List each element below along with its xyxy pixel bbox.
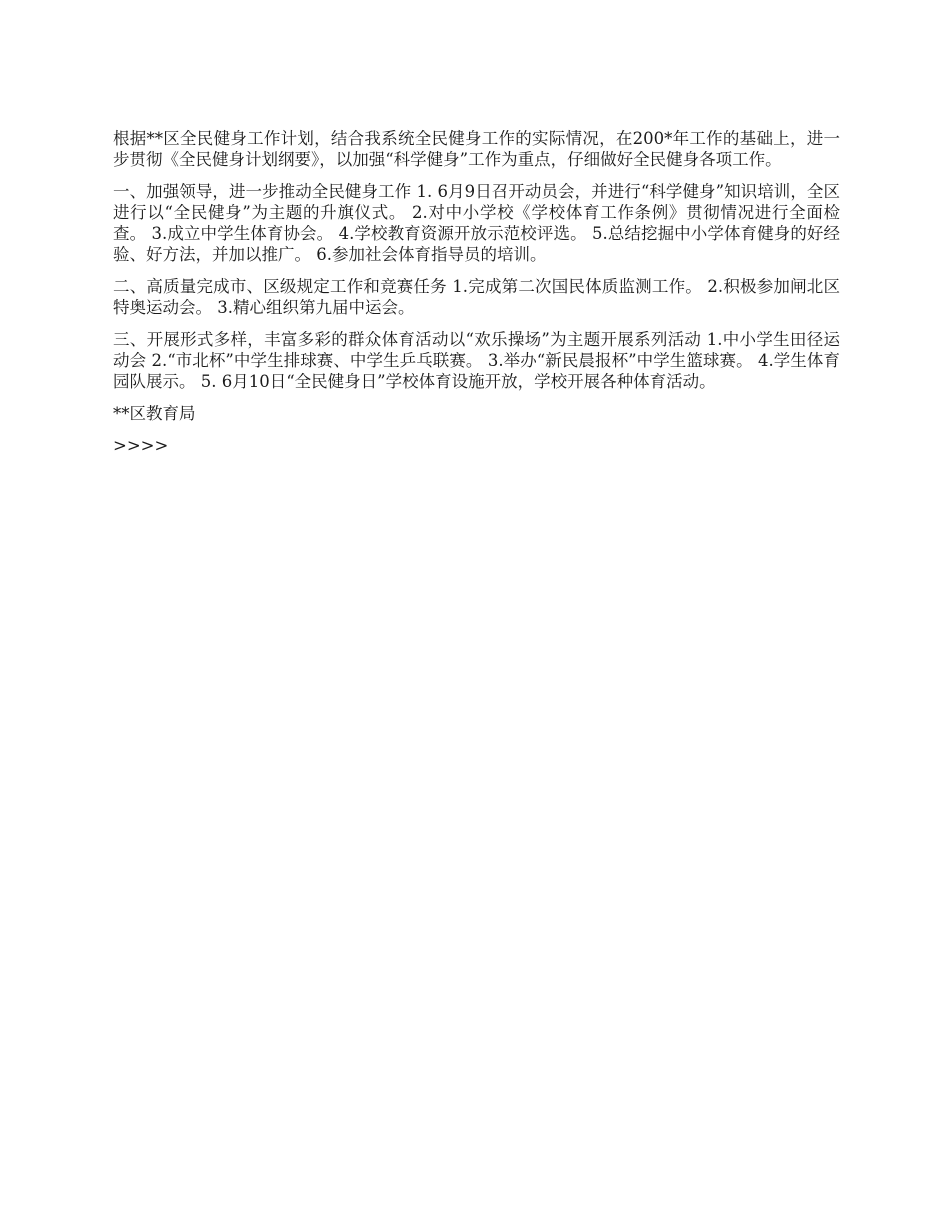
- section-one-paragraph: 一、加强领导，进一步推动全民健身工作 1. 6月9日召开动员会，并进行“科学健身”知识培训，全区进行以“全民健身”为主题的升旗仪式。 2.对中小学校《学校体育工作条例》贯彻情况进行全面检查。 3.成立中学生体育协会。 4.学校教育资源开放示范校评选。 5.总结挖掘中小学体育健身的好经验、好方法，并加以推广。 6.参加社会体育指导员的培训。: [113, 182, 840, 264]
- signature-paragraph: **区教育局: [113, 404, 196, 423]
- section-two-paragraph: 二、高质量完成市、区级规定工作和竞赛任务 1.完成第二次国民体质监测工作。 2.积极参加闸北区特奥运动会。 3.精心组织第九届中运会。: [113, 277, 840, 317]
- continuation-marker: >>>>: [113, 436, 169, 455]
- document-body: [113, 128, 840, 467]
- intro-paragraph: 根据**区全民健身工作计划，结合我系统全民健身工作的实际情况，在200*年工作的基础上，进一步贯彻《全民健身计划纲要》，以加强“科学健身”工作为重点，仔细做好全民健身各项工作。: [113, 129, 840, 169]
- section-three-paragraph: 三、开展形式多样，丰富多彩的群众体育活动以“欢乐操场”为主题开展系列活动 1.中小学生田径运动会 2.“市北杯”中学生排球赛、中学生乒乓联赛。 3.举办“新民晨报杯”中学生篮球赛。 4.学生体育园队展示。 5. 6月10日“全民健身日”学校体育设施开放，学校开展各种体育活动。: [113, 330, 840, 391]
